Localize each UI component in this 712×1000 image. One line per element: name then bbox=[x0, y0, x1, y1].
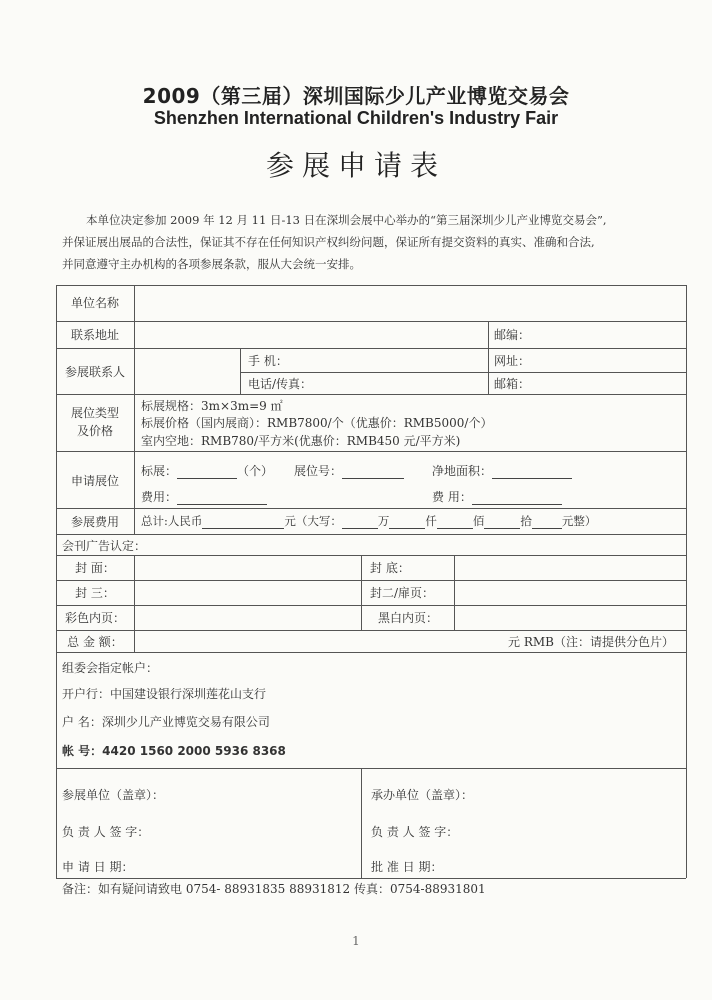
rmb-note: 元 RMB（注：请提供分色片） bbox=[508, 635, 674, 649]
total-rmb-input[interactable] bbox=[202, 515, 284, 529]
total-rmb-label: 总计:人民币 bbox=[141, 514, 203, 528]
organizer-seal-label: 承办单位（盖章）： bbox=[371, 788, 474, 802]
standard-booth-price: 标展价格（国内展商）：RMB7800/个（优惠价：RMB5000/个） bbox=[141, 416, 493, 430]
standard-booth-count-input[interactable] bbox=[177, 465, 237, 479]
phone-fax-label: 电话/传真： bbox=[248, 377, 313, 391]
cover-front-label: 封 面： bbox=[75, 561, 115, 575]
booth-fee-left-input[interactable] bbox=[177, 491, 267, 505]
address-label: 联系地址 bbox=[70, 328, 119, 342]
signature-right-label: 负 责 人 签 字： bbox=[371, 825, 459, 839]
color-inner-label: 彩色内页： bbox=[64, 611, 125, 625]
bank-name: 开户行：中国建设银行深圳莲花山支行 bbox=[62, 687, 267, 701]
mobile-label: 手 机： bbox=[248, 354, 288, 368]
apply-booth-label: 申请展位 bbox=[70, 474, 119, 488]
exhibitor-seal-label: 参展单位（盖章）： bbox=[62, 788, 165, 802]
booth-number-input[interactable] bbox=[342, 465, 404, 479]
standard-booth-spec: 标展规格：3m×3m=9 ㎡ bbox=[141, 399, 283, 413]
cover-two-field[interactable] bbox=[458, 582, 682, 603]
bai-label: 佰 bbox=[472, 514, 485, 528]
shi-label: 拾 bbox=[520, 514, 532, 528]
account-title: 组委会指定帐户： bbox=[62, 661, 159, 675]
form-title: 参展申请表 bbox=[265, 149, 446, 182]
website-label: 网址： bbox=[494, 354, 531, 368]
booth-fee-left-label: 费用： bbox=[141, 490, 178, 504]
total-amount-field[interactable] bbox=[138, 632, 498, 650]
contact-person-label: 参展联系人 bbox=[64, 365, 125, 379]
cover-back-label: 封 底： bbox=[370, 561, 410, 575]
apply-date-label: 申 请 日 期： bbox=[62, 860, 134, 874]
booth-fee-right-label: 费 用： bbox=[432, 490, 472, 504]
standard-booth-count bbox=[141, 463, 273, 479]
page-number: 1 bbox=[352, 934, 360, 948]
booth-type-label-1: 展位类型 bbox=[70, 406, 119, 420]
wan-label: 万 bbox=[377, 514, 390, 528]
shi-input[interactable] bbox=[484, 515, 520, 529]
cover-front-field[interactable] bbox=[138, 557, 357, 578]
intro-paragraph bbox=[62, 209, 662, 275]
intro-line-1: 本单位决定参加 2009 年 12 月 11 日-13 日在深圳会展中心举办的“第三届深圳少儿产业博览交易会”, bbox=[86, 213, 607, 227]
footer-contact-note: 备注：如有疑问请致电 0754- 88931835 88931812 传真：0754-88931801 bbox=[62, 882, 486, 896]
booth-fee-left bbox=[141, 489, 267, 505]
booth-number bbox=[294, 463, 404, 479]
bw-inner-label: 黑白内页： bbox=[378, 611, 439, 625]
yuan-zheng-label: 元整） bbox=[561, 514, 597, 528]
standard-booth-label: 标展： bbox=[141, 464, 178, 478]
cover-three-field[interactable] bbox=[138, 582, 357, 603]
exhibit-fee-label: 参展费用 bbox=[70, 515, 119, 529]
postcode-label: 邮编： bbox=[494, 328, 531, 342]
unit-name-field[interactable] bbox=[138, 290, 682, 318]
fair-title-chinese: 2009（第三届）深圳国际少儿产业博览交易会 bbox=[142, 84, 570, 108]
yuan-input[interactable] bbox=[532, 515, 562, 529]
booth-fee-right bbox=[432, 489, 562, 505]
total-amount-line bbox=[141, 513, 596, 529]
bai-input[interactable] bbox=[437, 515, 473, 529]
cover-three-label: 封 三： bbox=[75, 586, 115, 600]
wan-input[interactable] bbox=[342, 515, 378, 529]
cover-two-label: 封二/扉页： bbox=[370, 586, 435, 600]
ad-confirm-label: 会刊广告认定： bbox=[62, 539, 147, 553]
address-field[interactable] bbox=[138, 323, 484, 345]
booth-number-label: 展位号： bbox=[294, 464, 343, 478]
raw-space-price: 室内空地：RMB780/平方米(优惠价：RMB450 元/平方米) bbox=[141, 434, 461, 448]
intro-line-3: 并同意遵守主办机构的各项参展条款，服从大会统一安排。 bbox=[62, 257, 361, 271]
email-label: 邮箱： bbox=[494, 377, 531, 391]
approve-date-label: 批 准 日 期： bbox=[371, 860, 443, 874]
qian-input[interactable] bbox=[389, 515, 425, 529]
booth-fee-right-input[interactable] bbox=[472, 491, 562, 505]
account-number: 帐 号：4420 1560 2000 5936 8368 bbox=[62, 744, 286, 758]
net-area bbox=[432, 463, 572, 479]
unit-name-label: 单位名称 bbox=[70, 296, 119, 310]
yuan-upper-label: 元（大写： bbox=[284, 514, 342, 528]
total-amount-label: 总 金 额： bbox=[67, 635, 123, 649]
account-holder: 户 名：深圳少儿产业博览交易有限公司 bbox=[62, 715, 270, 729]
net-area-label: 净地面积： bbox=[432, 464, 493, 478]
qian-label: 仟 bbox=[425, 514, 437, 528]
fair-title-english: Shenzhen International Children's Industry Fair bbox=[153, 108, 559, 128]
signature-left-label: 负 责 人 签 字： bbox=[62, 825, 150, 839]
standard-booth-unit: （个） bbox=[237, 464, 274, 478]
net-area-input[interactable] bbox=[492, 465, 572, 479]
booth-type-label-2: 及价格 bbox=[76, 424, 113, 438]
color-inner-field[interactable] bbox=[138, 607, 357, 628]
cover-back-field[interactable] bbox=[458, 557, 682, 578]
contact-person-field[interactable] bbox=[138, 350, 236, 392]
intro-line-2: 并保证展出展品的合法性，保证其不存在任何知识产权纠纷问题，保证所有提交资料的真实、准确和合法, bbox=[62, 235, 595, 249]
bw-inner-field[interactable] bbox=[458, 607, 682, 628]
